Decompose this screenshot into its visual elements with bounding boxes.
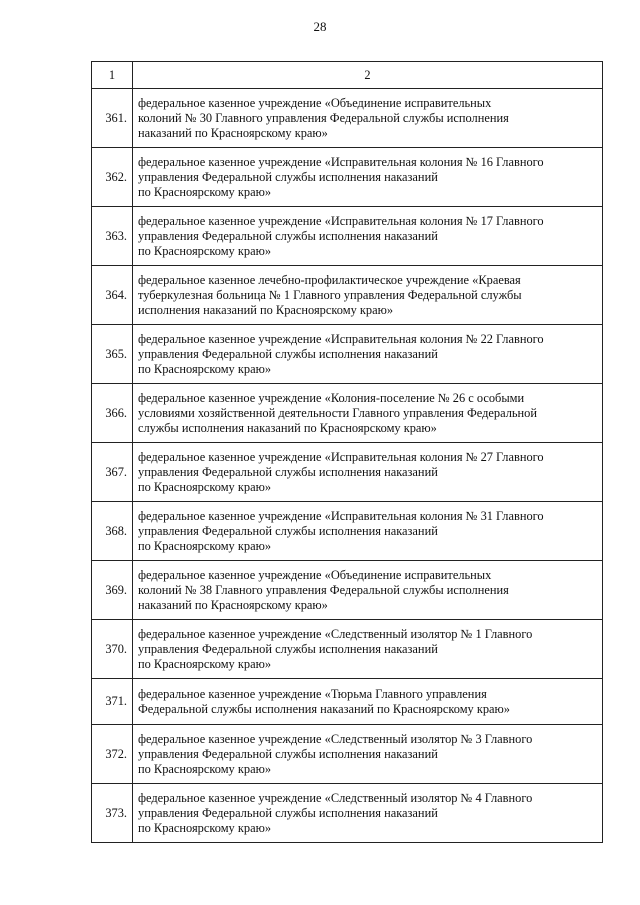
table-row (92, 89, 603, 148)
row-number: 364. (92, 266, 133, 325)
institution-name: федеральное казенное учреждение «Колония-поселение № 26 с особыми условиями хозяйственной деятельности Главного управления Федеральной службы исполнения наказаний по Красноярскому краю» (133, 384, 603, 443)
row-number: 372. (92, 725, 133, 784)
institution-name: федеральное казенное лечебно-профилактическое учреждение «Краевая туберкулезная больница № 1 Главного управления Федеральной службы исполнения наказаний по Красноярскому краю» (133, 266, 603, 325)
table-row (92, 207, 603, 266)
row-number: 363. (92, 207, 133, 266)
table-row (92, 325, 603, 384)
table-row (92, 502, 603, 561)
institution-name: федеральное казенное учреждение «Исправительная колония № 17 Главного управления Федеральной службы исполнения наказаний по Красноярскому краю» (133, 207, 603, 266)
institution-name: федеральное казенное учреждение «Тюрьма Главного управления Федеральной службы исполнения наказаний по Красноярскому краю» (133, 679, 603, 725)
table-row (92, 384, 603, 443)
table-row (92, 620, 603, 679)
institution-name: федеральное казенное учреждение «Исправительная колония № 22 Главного управления Федеральной службы исполнения наказаний по Красноярскому краю» (133, 325, 603, 384)
institution-name: федеральное казенное учреждение «Объединение исправительных колоний № 30 Главного управления Федеральной службы исполнения наказаний по Красноярскому краю» (133, 89, 603, 148)
table-row (92, 266, 603, 325)
row-number: 365. (92, 325, 133, 384)
row-number: 369. (92, 561, 133, 620)
row-number: 371. (92, 679, 133, 725)
table-header-row (92, 62, 603, 89)
page-number: 28 (313, 19, 327, 34)
row-number: 370. (92, 620, 133, 679)
row-number: 366. (92, 384, 133, 443)
column-header-name: 2 (133, 62, 603, 89)
row-number: 368. (92, 502, 133, 561)
institution-name: федеральное казенное учреждение «Исправительная колония № 31 Главного управления Федеральной службы исполнения наказаний по Красноярскому краю» (133, 502, 603, 561)
institutions-table (91, 61, 603, 843)
institution-name: федеральное казенное учреждение «Объединение исправительных колоний № 38 Главного управления Федеральной службы исполнения наказаний по Красноярскому краю» (133, 561, 603, 620)
row-number: 373. (92, 784, 133, 843)
table-row (92, 784, 603, 843)
column-header-number: 1 (92, 62, 133, 89)
row-number: 367. (92, 443, 133, 502)
table-row (92, 561, 603, 620)
table-row (92, 679, 603, 725)
row-number: 362. (92, 148, 133, 207)
institution-name: федеральное казенное учреждение «Исправительная колония № 16 Главного управления Федеральной службы исполнения наказаний по Красноярскому краю» (133, 148, 603, 207)
table-row (92, 725, 603, 784)
table-row (92, 148, 603, 207)
institution-name: федеральное казенное учреждение «Следственный изолятор № 1 Главного управления Федеральной службы исполнения наказаний по Красноярскому краю» (133, 620, 603, 679)
institution-name: федеральное казенное учреждение «Следственный изолятор № 4 Главного управления Федеральной службы исполнения наказаний по Красноярскому краю» (133, 784, 603, 843)
row-number: 361. (92, 89, 133, 148)
institution-name: федеральное казенное учреждение «Следственный изолятор № 3 Главного управления Федеральной службы исполнения наказаний по Красноярскому краю» (133, 725, 603, 784)
institution-name: федеральное казенное учреждение «Исправительная колония № 27 Главного управления Федеральной службы исполнения наказаний по Красноярскому краю» (133, 443, 603, 502)
table-row (92, 443, 603, 502)
